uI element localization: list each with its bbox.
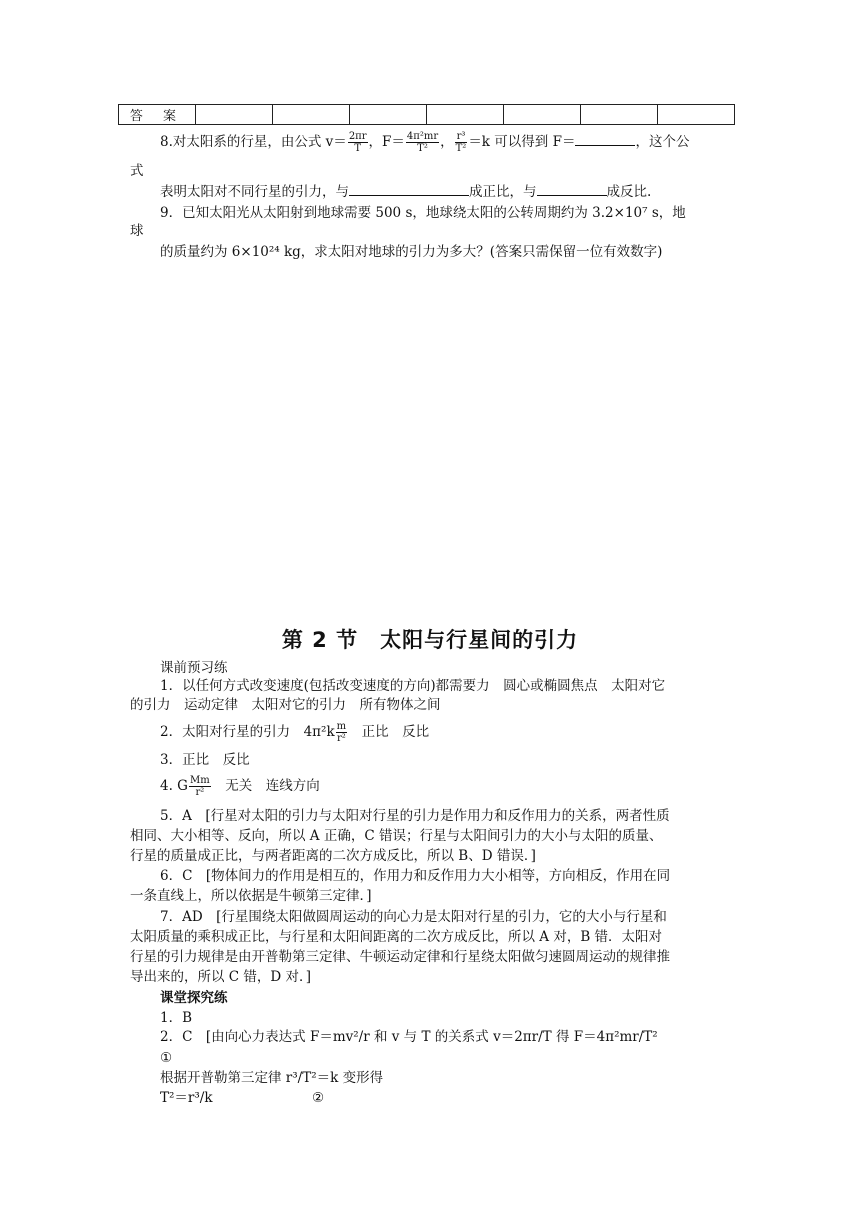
circle-mark-1: ① bbox=[160, 1050, 173, 1066]
answer-table-label: 答 案 bbox=[119, 105, 196, 125]
answer-7-line-3: 行星的引力规律是由开普勒第三定律、牛顿运动定律和行星绕太阳做匀速圆周运动的规律推 bbox=[130, 949, 670, 965]
fraction: $\frac{Mm}{\text{r²}}$ bbox=[189, 775, 210, 798]
answer-cell[interactable] bbox=[581, 105, 658, 125]
answer-5-line-2: 相同、大小相等、反向，所以 A 正确，C 错误；行星与太阳间引力的大小与太阳的质量、 bbox=[130, 828, 663, 844]
class-answer-1: 1．B bbox=[160, 1010, 193, 1026]
answer-7-line-1: 7．AD [行星围绕太阳做圆周运动的向心力是太阳对行星的引力，它的大小与行星和 bbox=[160, 909, 667, 925]
circle-mark-2: ② bbox=[312, 1090, 325, 1106]
answer-7-line-2: 太阳质量的乘积成正比，与行星和太阳间距离的二次方成反比，所以 A 对，B 错．太阳对 bbox=[130, 929, 663, 945]
answer-cell[interactable] bbox=[658, 105, 735, 125]
answer-1-line-2: 的引力 运动定律 太阳对它的引力 所有物体之间 bbox=[130, 697, 441, 713]
answer-4: 4. G $\frac{Mm}{\text{r²}}$ 无关 连线方向 bbox=[160, 775, 320, 798]
answer-1-line-1: 1．以任何方式改变速度(包括改变速度的方向)都需要力 圆心或椭圆焦点 太阳对它 bbox=[160, 678, 666, 694]
answer-7-line-4: 导出来的，所以 C 错，D 对．] bbox=[130, 969, 312, 985]
answer-cell[interactable] bbox=[196, 105, 273, 125]
question-9-line-2: 的质量约为 6×10²⁴ kg，求太阳对地球的引力为多大？(答案只需保留一位有效数字) bbox=[160, 244, 663, 260]
q9-wrap: 球 bbox=[130, 223, 144, 239]
answer-5-line-3: 行星的质量成正比，与两者距离的二次方成反比，所以 B、D 错误．] bbox=[130, 848, 536, 864]
answer-cell[interactable] bbox=[273, 105, 350, 125]
answer-3: 3．正比 反比 bbox=[160, 752, 250, 768]
answer-5-line-1: 5．A [行星对太阳的引力与太阳对行星的引力是作用力和反作用力的关系，两者性质 bbox=[160, 808, 670, 824]
class-answer-2-line-3: T²＝r³/k bbox=[160, 1090, 213, 1106]
class-answer-2-line-2: 根据开普勒第三定律 r³/T²＝k 变形得 bbox=[160, 1070, 384, 1086]
answer-cell[interactable] bbox=[504, 105, 581, 125]
answer-blank[interactable] bbox=[537, 183, 607, 196]
class-answer-2-line-1: 2．C [由向心力表达式 F＝mv²/r 和 v 与 T 的关系式 v＝2πr/T 得 F＝4π²mr/T² bbox=[160, 1029, 658, 1045]
fraction: $\frac{2\pi r}{T}$ bbox=[348, 131, 367, 154]
answer-cell[interactable] bbox=[350, 105, 427, 125]
section-title: 第 2 节 太阳与行星间的引力 bbox=[281, 628, 579, 652]
answer-2: 2．太阳对行星的引力 4π²k $\frac{m}{\text{r²}}$ 正比 反比 bbox=[160, 721, 430, 744]
answer-table bbox=[118, 104, 735, 125]
class-heading: 课堂探究练 bbox=[160, 990, 228, 1006]
answer-cell[interactable] bbox=[427, 105, 504, 125]
answer-blank[interactable] bbox=[575, 133, 635, 146]
fraction: $\frac{\text{r³}}{\text{T²}}$ bbox=[455, 131, 467, 154]
q8-text: 8.对太阳系的行星，由公式 v＝ bbox=[160, 134, 347, 150]
preview-heading: 课前预习练 bbox=[160, 660, 228, 676]
question-9-line-1: 9．已知太阳光从太阳射到地球需要 500 s，地球绕太阳的公转周期约为 3.2×10⁷ s，地 bbox=[160, 205, 686, 221]
answer-6-line-1: 6．C [物体间力的作用是相互的，作用力和反作用力大小相等，方向相反，作用在同 bbox=[160, 868, 671, 884]
q8-wrap: 式 bbox=[130, 163, 144, 179]
fraction: $\frac{\text{4π²mr}}{\text{T²}}$ bbox=[406, 131, 439, 154]
question-8-line-2: 表明太阳对不同行星的引力，与 成正比，与 成反比. bbox=[160, 184, 652, 200]
answer-6-line-2: 一条直线上，所以依据是牛顿第三定律．] bbox=[130, 888, 372, 904]
fraction: $\frac{m}{\text{r²}}$ bbox=[336, 721, 347, 744]
question-8-line-1: 8.对太阳系的行星，由公式 v＝ $\frac{2\pi r}{T}$ ，F＝ $\frac{\text{4π²mr}}{\text{T²}}$ ， $\frac{\text{r³}}{\text{T²}}$ ＝k 可以得到 F＝ ，这个公 bbox=[160, 131, 690, 154]
answer-blank[interactable] bbox=[349, 183, 469, 196]
